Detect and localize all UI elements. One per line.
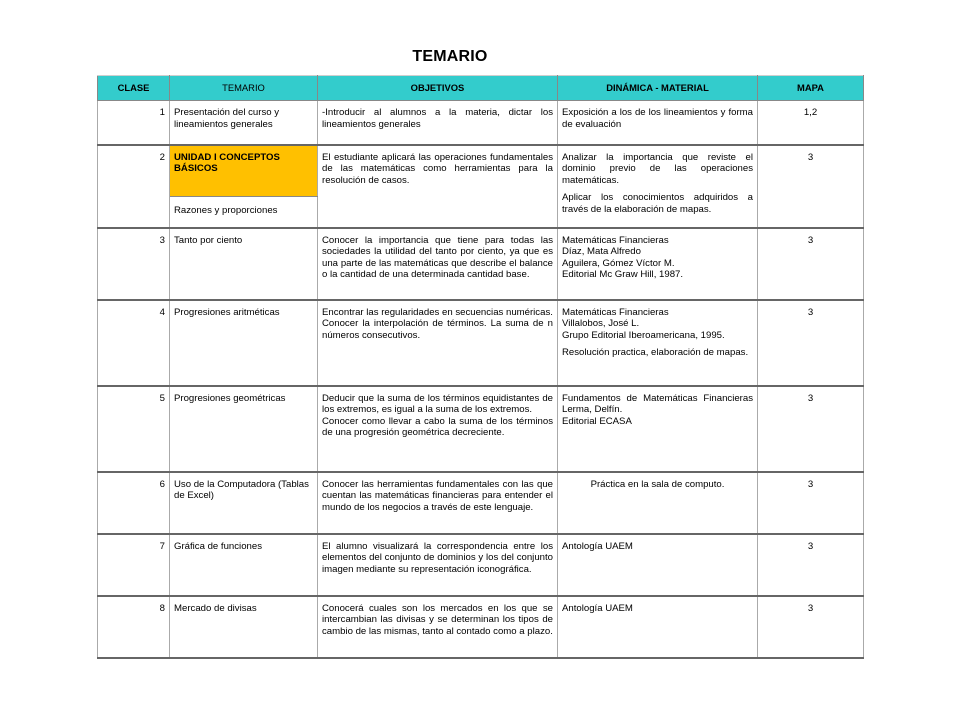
temario-cell: Tanto por ciento — [170, 228, 318, 300]
table-row — [98, 145, 864, 197]
dinamica-cell: Exposición a los de los lineamientos y forma de evaluación — [558, 101, 758, 145]
temario-cell: Presentación del curso y lineamientos generales — [170, 101, 318, 145]
reference-line: Aguilera, Gómez Víctor M. — [562, 257, 675, 269]
objetivos-text: Encontrar las regularidades en secuencias numéricas. — [322, 306, 553, 318]
temario-cell: Gráfica de funciones — [170, 534, 318, 596]
reference-line: Matemáticas Financieras — [562, 306, 669, 318]
reference-line: Grupo Editorial Iberoamericana, 1995. — [562, 329, 725, 341]
mapa-cell: 3 — [758, 145, 864, 228]
dinamica-cell: Práctica en la sala de computo. — [558, 472, 758, 534]
table-row — [98, 101, 864, 145]
objetivos-text: El estudiante aplicará las operaciones fundamentales de las matemáticas como herramientas para la resolución de casos. — [322, 151, 553, 186]
reference-line: Matemáticas Financieras — [562, 234, 669, 246]
table-row — [98, 472, 864, 534]
header-temario: TEMARIO — [170, 76, 318, 101]
table-row — [98, 300, 864, 386]
header-row — [98, 76, 864, 101]
objetivos-cell: Conocerá cuales son los mercados en los que se intercambian las divisas y se determinan los tipos de cambio de las mismas, tanto al contado como a plazo. — [318, 596, 558, 658]
mapa-cell: 3 — [758, 300, 864, 386]
dinamica-text: Analizar la importancia que reviste el dominio previo de las operaciones matemáticas. — [562, 151, 753, 186]
clase-cell: 7 — [98, 534, 170, 596]
header-clase: CLASE — [98, 76, 170, 101]
dinamica-text-2: Aplicar los conocimientos adquiridos a través de la elaboración de mapas. — [562, 192, 753, 215]
objetivos-text: Deducir que la suma de los términos equidistantes de los extremos, es igual a la suma de los extremos. — [322, 392, 553, 416]
clase-cell: 1 — [98, 101, 170, 145]
mapa-cell: 3 — [758, 386, 864, 472]
objetivos-cell — [318, 145, 558, 228]
mapa-cell: 3 — [758, 228, 864, 300]
mapa-cell: 3 — [758, 534, 864, 596]
temario-cell: Progresiones aritméticas — [170, 300, 318, 386]
header-dinamica: DINÁMICA - MATERIAL — [558, 76, 758, 101]
mapa-cell: 1,2 — [758, 101, 864, 145]
table-row — [98, 386, 864, 472]
reference-line: Lerma, Delfín. — [562, 404, 623, 416]
unit-title-cell: UNIDAD I CONCEPTOS BÁSICOS — [170, 145, 318, 197]
objetivos-text-2: Conocer como llevar a cabo la suma de los términos de una progresión geométrica decreciente. — [322, 415, 553, 439]
temario-cell: Mercado de divisas — [170, 596, 318, 658]
temario-sub-cell: Razones y proporciones — [170, 196, 318, 228]
clase-cell: 4 — [98, 300, 170, 386]
header-objetivos: OBJETIVOS — [318, 76, 558, 101]
mapa-cell: 3 — [758, 596, 864, 658]
clase-cell: 6 — [98, 472, 170, 534]
objetivos-cell — [318, 300, 558, 386]
dinamica-text-2: Resolución practica, elaboración de mapas. — [562, 347, 749, 359]
dinamica-cell — [558, 228, 758, 300]
clase-cell: 5 — [98, 386, 170, 472]
table-row — [98, 534, 864, 596]
temario-cell: Progresiones geométricas — [170, 386, 318, 472]
objetivos-cell: El alumno visualizará la correspondencia entre los elementos del conjunto de dominios y los del conjunto imagen mediante su representación iconográfica. — [318, 534, 558, 596]
page-title: TEMARIO — [412, 48, 488, 65]
temario-cell: Uso de la Computadora (Tablas de Excel) — [170, 472, 318, 534]
dinamica-cell — [558, 145, 758, 228]
dinamica-cell — [558, 386, 758, 472]
objetivos-cell: Conocer la importancia que tiene para todas las sociedades la utilidad del tanto por ciento, ya que es una parte de las matemáticas que describe el balance o la cantidad de una determinada cantidad base. — [318, 228, 558, 300]
header-mapa: MAPA — [758, 76, 864, 101]
dinamica-cell — [558, 300, 758, 386]
clase-cell: 3 — [98, 228, 170, 300]
objetivos-cell: -Introducir al alumnos a la materia, dictar los lineamientos generales — [318, 101, 558, 145]
objetivos-cell — [318, 386, 558, 472]
clase-cell: 2 — [98, 145, 170, 228]
dinamica-text: Fundamentos de Matemáticas Financieras — [562, 392, 753, 404]
dinamica-cell: Antología UAEM — [558, 534, 758, 596]
temario-table — [97, 75, 864, 659]
objetivos-text-2: Conocer la interpolación de términos. La suma de n números consecutivos. — [322, 318, 553, 341]
reference-line: Editorial ECASA — [562, 415, 632, 427]
objetivos-cell: Conocer las herramientas fundamentales con las que cuentan las matemáticas financieras para entender el mundo de los negocios a través de este lenguaje. — [318, 472, 558, 534]
mapa-cell: 3 — [758, 472, 864, 534]
clase-cell: 8 — [98, 596, 170, 658]
dinamica-cell: Antología UAEM — [558, 596, 758, 658]
reference-line: Villalobos, José L. — [562, 318, 640, 330]
reference-line: Díaz, Mata Alfredo — [562, 246, 641, 258]
table-row — [98, 596, 864, 658]
table-row — [98, 228, 864, 300]
reference-line: Editorial Mc Graw Hill, 1987. — [562, 269, 684, 281]
